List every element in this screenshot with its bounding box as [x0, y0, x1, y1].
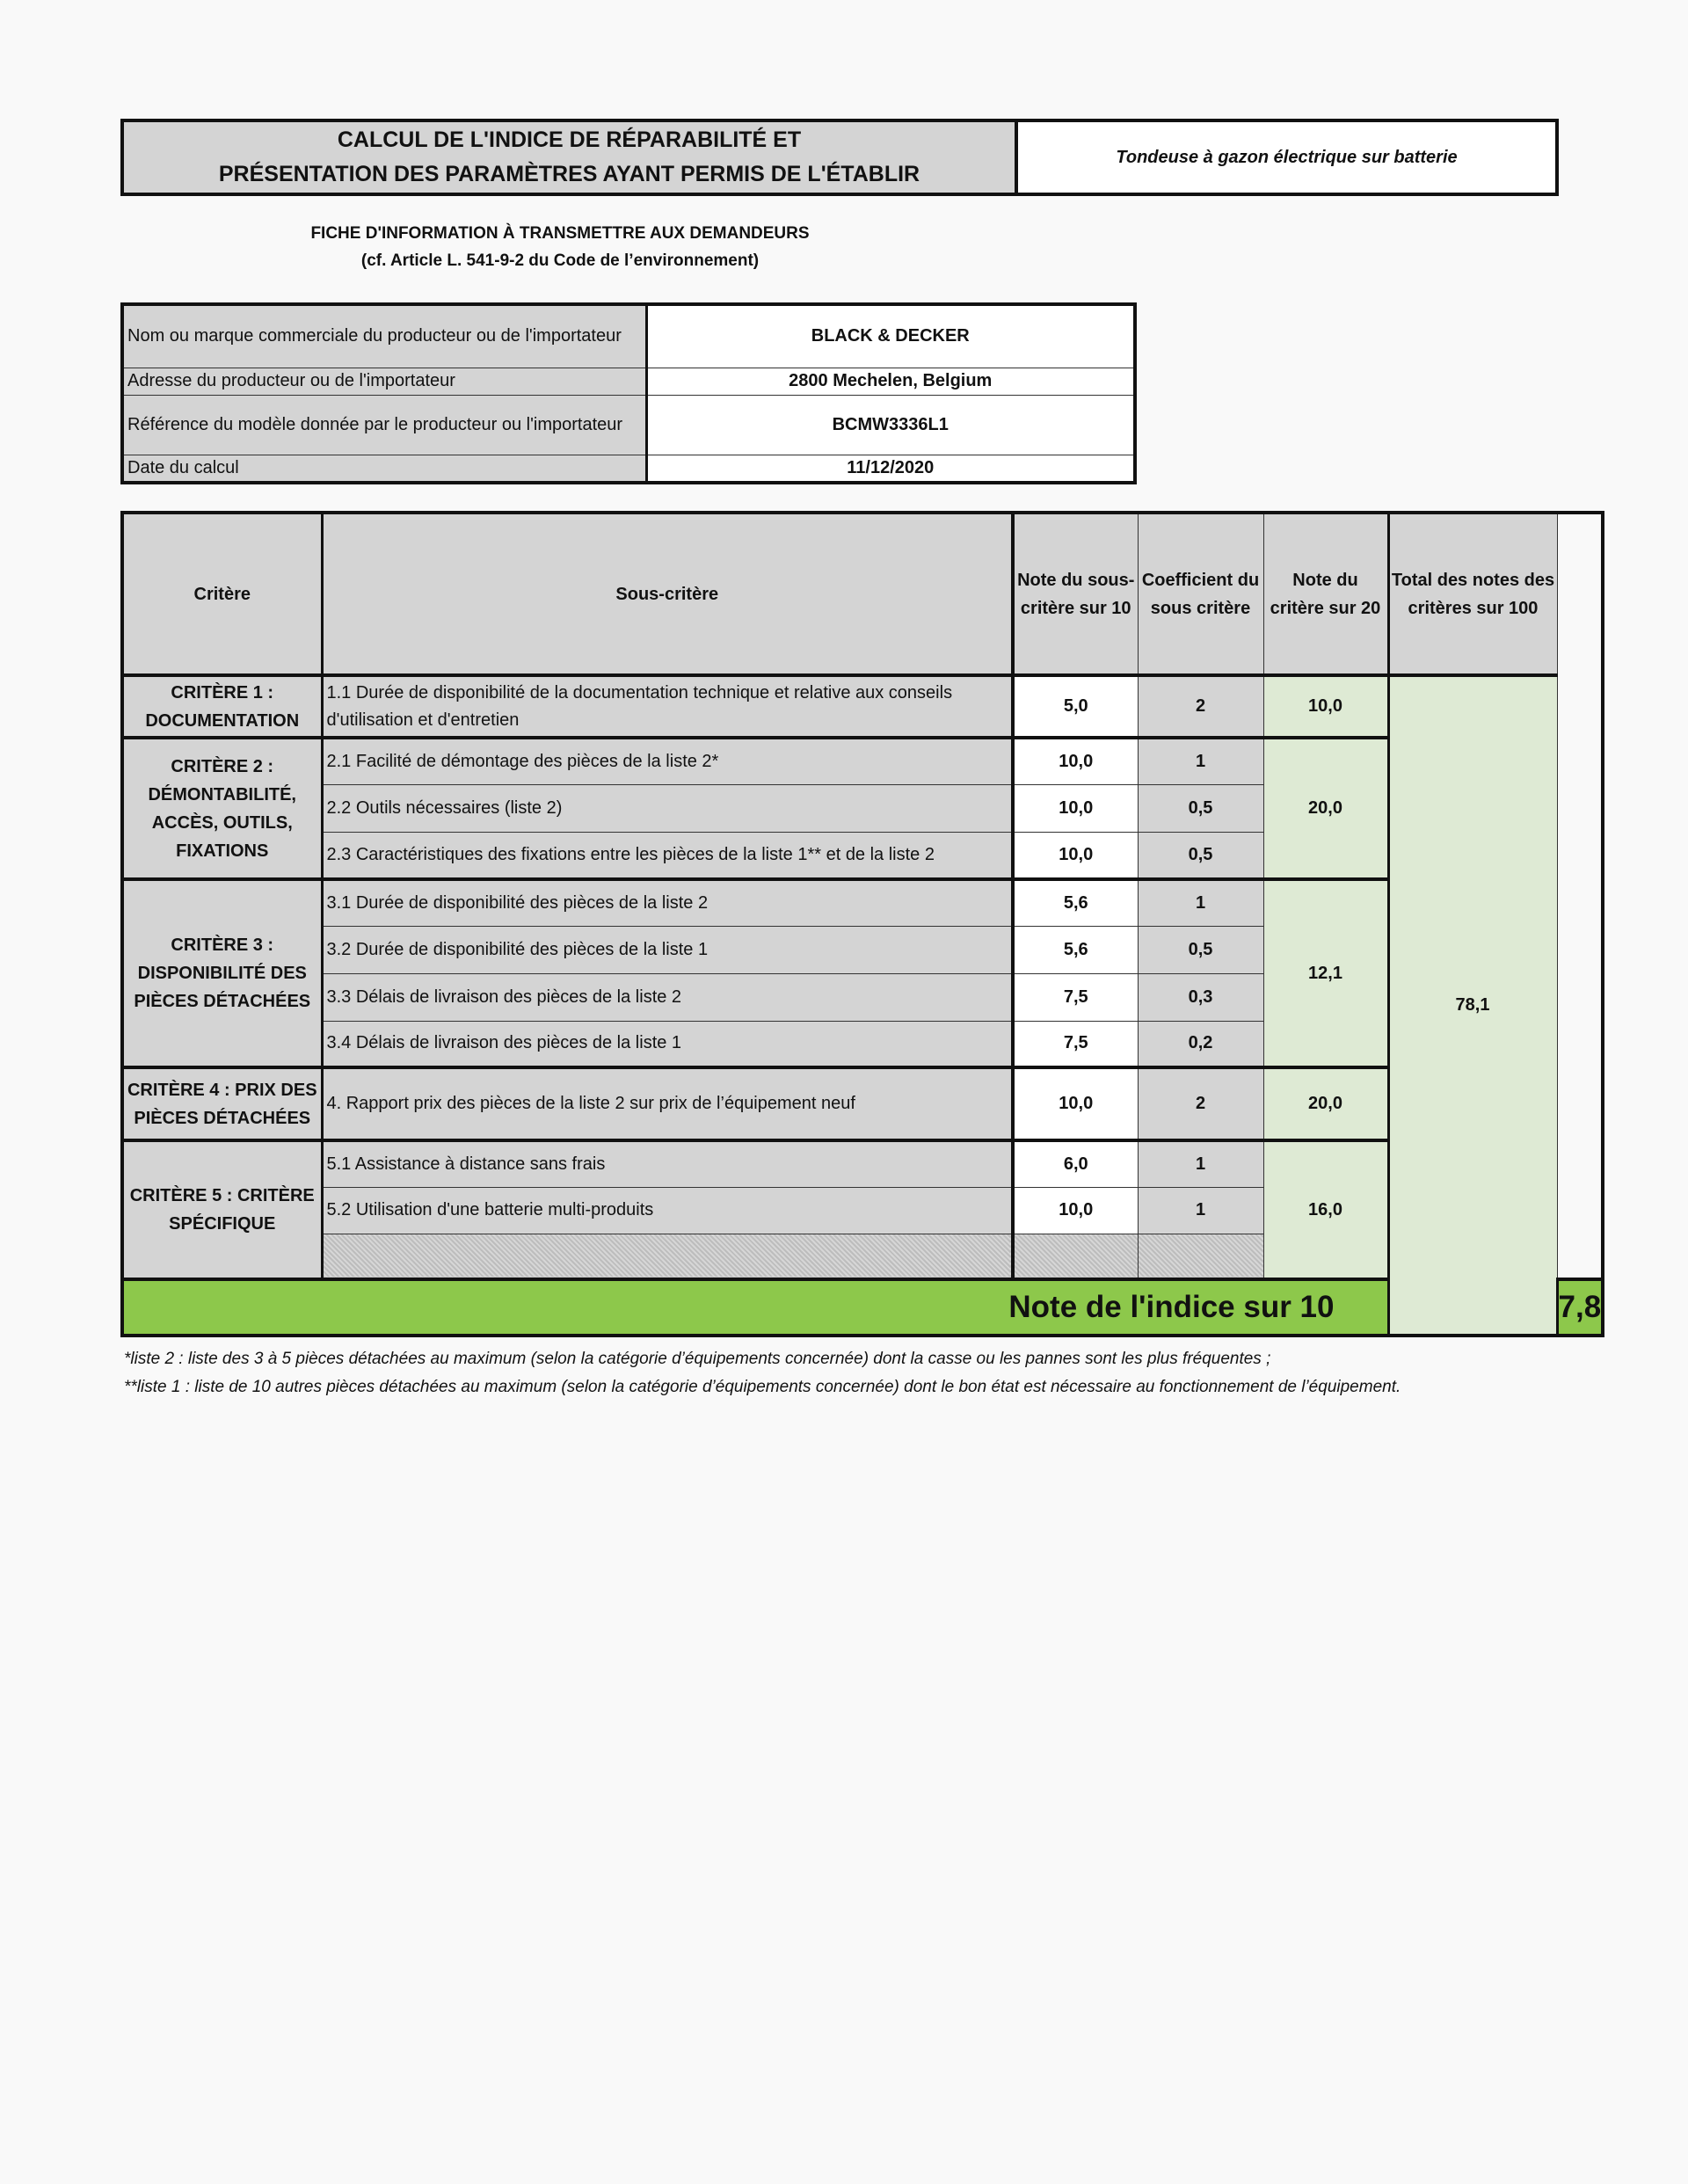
- info-label: Date du calcul: [122, 455, 646, 483]
- subcriterion-coefficient: 1: [1138, 1187, 1263, 1234]
- subcriterion-note: 6,0: [1013, 1140, 1138, 1187]
- subcriterion-coefficient: 0,5: [1138, 926, 1263, 973]
- subcriterion-label: 2.2 Outils nécessaires (liste 2): [322, 784, 1013, 832]
- criterion-1-note: 10,0: [1263, 675, 1388, 738]
- subcriterion-coefficient: 0,5: [1138, 832, 1263, 879]
- subcriterion-note: 5,0: [1013, 675, 1138, 738]
- subcriterion-label: 5.2 Utilisation d'une batterie multi-produits: [322, 1187, 1013, 1234]
- criterion-3-name: CRITÈRE 3 : DISPONIBILITÉ DES PIÈCES DÉTACHÉES: [122, 879, 322, 1067]
- subcriterion-note: 10,0: [1013, 1067, 1138, 1140]
- header-sous-critere: Sous-critère: [322, 513, 1013, 675]
- subcriterion-label: 3.4 Délais de livraison des pièces de la liste 1: [322, 1021, 1013, 1067]
- header-note-sous-critere: Note du sous-critère sur 10: [1013, 513, 1138, 675]
- subcriterion-label: 2.3 Caractéristiques des fixations entre les pièces de la liste 1** et de la liste 2: [322, 832, 1013, 879]
- final-score-label: Note de l'indice sur 10: [122, 1279, 1388, 1336]
- title-line-2: PRÉSENTATION DES PARAMÈTRES AYANT PERMIS DE L'ÉTABLIR: [218, 162, 920, 186]
- subcriterion-coefficient: 2: [1138, 1067, 1263, 1140]
- subcriterion-note: 10,0: [1013, 784, 1138, 832]
- fiche-line-2: (cf. Article L. 541-9-2 du Code de l’environnement): [360, 251, 760, 270]
- subcriterion-coefficient: 0,3: [1138, 973, 1263, 1021]
- subcriterion-note: 5,6: [1013, 879, 1138, 926]
- info-value: 2800 Mechelen, Belgium: [646, 368, 1135, 395]
- title-block: [120, 119, 1559, 196]
- fiche-heading: [120, 220, 1000, 274]
- product-type: Tondeuse à gazon électrique sur batterie: [1018, 122, 1555, 193]
- table-row: [122, 738, 1603, 784]
- title-line-1: CALCUL DE L'INDICE DE RÉPARABILITÉ ET: [337, 127, 802, 152]
- subcriterion-note: 10,0: [1013, 738, 1138, 784]
- subcriterion-coefficient: 1: [1138, 738, 1263, 784]
- header-critere: Critère: [122, 513, 322, 675]
- table-header-row: [122, 513, 1603, 675]
- subcriterion-label: 5.1 Assistance à distance sans frais: [322, 1140, 1013, 1187]
- criterion-3-note: 12,1: [1263, 879, 1388, 1067]
- subcriterion-coefficient: 1: [1138, 1140, 1263, 1187]
- subcriterion-label: 3.1 Durée de disponibilité des pièces de la liste 2: [322, 879, 1013, 926]
- footnotes: [124, 1345, 1566, 1401]
- info-row: [122, 368, 1135, 395]
- info-label: Référence du modèle donnée par le producteur ou l'importateur: [122, 395, 646, 455]
- subcriterion-label: 3.3 Délais de livraison des pièces de la liste 2: [322, 973, 1013, 1021]
- info-row: [122, 304, 1135, 368]
- info-row: [122, 455, 1135, 483]
- criterion-2-name: CRITÈRE 2 : DÉMONTABILITÉ, ACCÈS, OUTILS, FIXATIONS: [122, 738, 322, 879]
- info-label: Nom ou marque commerciale du producteur ou de l'importateur: [122, 304, 646, 368]
- final-score-row: [122, 1279, 1603, 1336]
- criterion-2-note: 20,0: [1263, 738, 1388, 879]
- empty-cell: [1138, 1234, 1263, 1279]
- subcriterion-label: 3.2 Durée de disponibilité des pièces de la liste 1: [322, 926, 1013, 973]
- header-note-critere: Note du critère sur 20: [1263, 513, 1388, 675]
- table-row: [122, 1067, 1603, 1140]
- empty-cell: [322, 1234, 1013, 1279]
- criterion-4-note: 20,0: [1263, 1067, 1388, 1140]
- table-row: [122, 675, 1603, 738]
- subcriterion-note: 7,5: [1013, 973, 1138, 1021]
- subcriterion-note: 10,0: [1013, 832, 1138, 879]
- subcriterion-coefficient: 2: [1138, 675, 1263, 738]
- footnote-liste-2: *liste 2 : liste des 3 à 5 pièces détachées au maximum (selon la catégorie d’équipements concernée) dont la casse ou les pannes sont les plus fréquentes ;: [124, 1350, 1271, 1368]
- header-total: Total des notes des critères sur 100: [1388, 513, 1557, 675]
- criterion-4-name: CRITÈRE 4 : PRIX DES PIÈCES DÉTACHÉES: [122, 1067, 322, 1140]
- subcriterion-note: 7,5: [1013, 1021, 1138, 1067]
- fiche-line-1: FICHE D'INFORMATION À TRANSMETTRE AUX DEMANDEURS: [310, 224, 810, 243]
- producer-info-table: [120, 302, 1137, 484]
- document-title: [124, 122, 1018, 193]
- subcriterion-note: 5,6: [1013, 926, 1138, 973]
- subcriterion-coefficient: 0,5: [1138, 784, 1263, 832]
- scoring-table: [120, 511, 1604, 1337]
- table-row: [122, 879, 1603, 926]
- header-coefficient: Coefficient du sous critère: [1138, 513, 1263, 675]
- criterion-5-name: CRITÈRE 5 : CRITÈRE SPÉCIFIQUE: [122, 1140, 322, 1279]
- subcriterion-label: 4. Rapport prix des pièces de la liste 2 sur prix de l’équipement neuf: [322, 1067, 1013, 1140]
- subcriterion-coefficient: 0,2: [1138, 1021, 1263, 1067]
- criterion-5-note: 16,0: [1263, 1140, 1388, 1279]
- total-score: 78,1: [1388, 675, 1557, 1336]
- empty-cell: [1013, 1234, 1138, 1279]
- footnote-liste-1: **liste 1 : liste de 10 autres pièces détachées au maximum (selon la catégorie d’équipements concernée) dont le bon état est nécessaire au fonctionnement de l’équipement.: [124, 1378, 1401, 1396]
- criterion-1-name: CRITÈRE 1 : DOCUMENTATION: [122, 675, 322, 738]
- subcriterion-coefficient: 1: [1138, 879, 1263, 926]
- subcriterion-label: 1.1 Durée de disponibilité de la documentation technique et relative aux conseils d'utilisation et d'entretien: [322, 675, 1013, 738]
- subcriterion-label: 2.1 Facilité de démontage des pièces de la liste 2*: [322, 738, 1013, 784]
- info-value: 11/12/2020: [646, 455, 1135, 483]
- info-value: BCMW3336L1: [646, 395, 1135, 455]
- info-row: [122, 395, 1135, 455]
- info-label: Adresse du producteur ou de l'importateur: [122, 368, 646, 395]
- table-row: [122, 1140, 1603, 1187]
- final-score-value: 7,8: [1557, 1279, 1603, 1336]
- subcriterion-note: 10,0: [1013, 1187, 1138, 1234]
- info-value: BLACK & DECKER: [646, 304, 1135, 368]
